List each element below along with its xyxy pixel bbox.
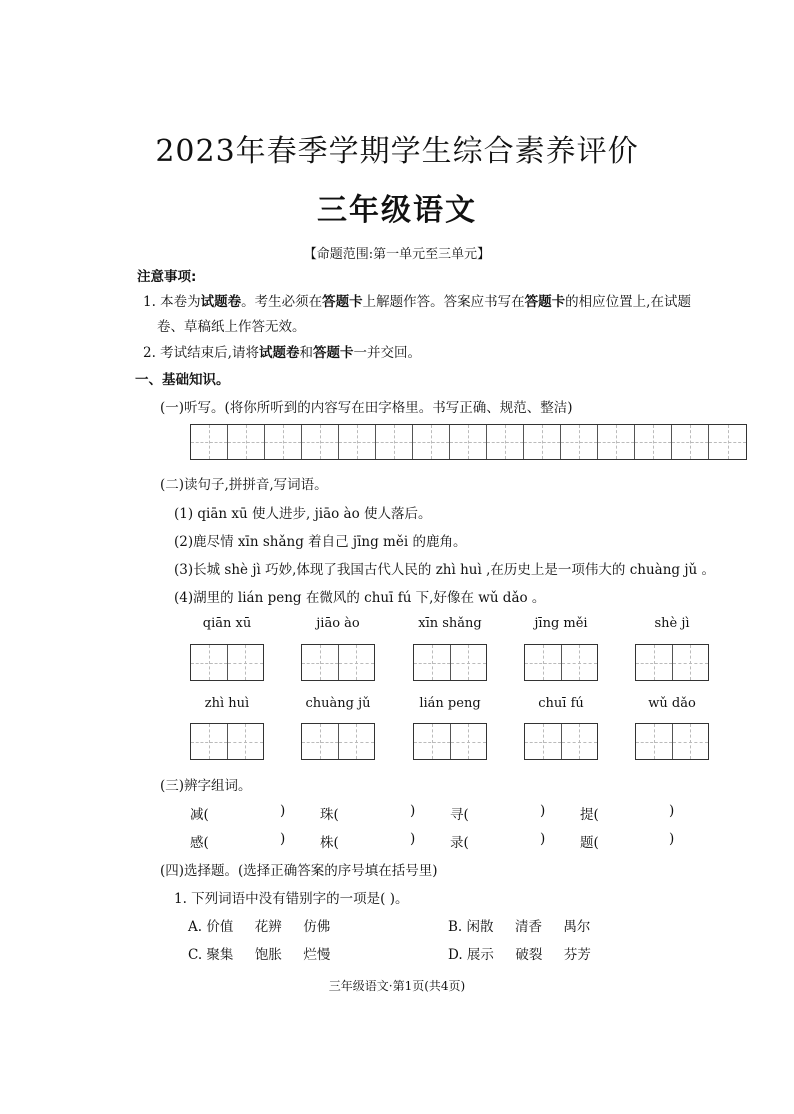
char-group-close: ) [540,831,546,847]
word-box[interactable] [524,723,598,760]
pinyin-label: lián peng [419,696,481,711]
word-box[interactable] [524,644,598,681]
pinyin-label: qiān xū [202,616,252,631]
notice-heading: 注意事项: [137,269,197,285]
dictation-grid[interactable] [190,424,747,460]
grid-cell[interactable] [191,425,228,459]
option-b[interactable]: B. 闲散 清香 禺尔 [448,919,591,935]
pinyin-label: chuàng jǔ [305,696,371,711]
word-box[interactable] [635,644,709,681]
part2-sentence-1: (1) qiān xū 使人进步, jiāo ào 使人落后。 [174,506,432,522]
pinyin-label: wǔ dǎo [648,696,696,711]
grid-cell[interactable] [413,425,450,459]
char-group-close: ) [410,831,416,847]
part2-sentence-3: (3)长城 shè jì 巧妙,体现了我国古代人民的 zhì huì ,在历史上是一项伟大的 chuàng jǔ 。 [174,562,715,578]
grid-cell[interactable] [524,425,561,459]
char-group-close: ) [280,831,286,847]
exam-subtitle: 三年级语文 [317,193,477,228]
section1-heading: 一、基础知识。 [135,372,230,388]
char-group-close: ) [669,831,675,847]
part4-heading: (四)选择题。(选择正确答案的序号填在括号里) [160,863,438,879]
part2-sentence-2: (2)鹿尽情 xīn shǎng 着自己 jīng měi 的鹿角。 [174,534,467,550]
word-box[interactable] [635,723,709,760]
part3-heading: (三)辨字组词。 [160,778,252,794]
pinyin-label: zhì huì [204,696,250,711]
grid-cell[interactable] [265,425,302,459]
char-group-close: ) [669,803,675,819]
pinyin-label: jīng měi [534,616,588,631]
notice-item-1: 1. 本卷为试题卷。考生必须在答题卡上解题作答。答案应书写在答题卡的相应位置上,在试题 [143,294,691,310]
grid-cell[interactable] [635,425,672,459]
char-group: 提( [580,807,599,823]
grid-cell[interactable] [339,425,376,459]
option-a[interactable]: A. 价值 花辨 仿佛 [188,919,331,935]
word-box[interactable] [301,644,375,681]
grid-cell[interactable] [487,425,524,459]
pinyin-label: jiāo ào [316,616,360,631]
char-group-close: ) [540,803,546,819]
grid-cell[interactable] [450,425,487,459]
word-box[interactable] [190,723,264,760]
option-d[interactable]: D. 展示 破裂 芬芳 [448,947,591,963]
char-group-close: ) [410,803,416,819]
word-box[interactable] [413,644,487,681]
grid-cell[interactable] [561,425,598,459]
part2-heading: (二)读句子,拼拼音,写词语。 [160,477,328,493]
part1-instruction: (一)听写。(将你所听到的内容写在田字格里。书写正确、规范、整洁) [160,400,573,416]
char-group: 寻( [450,807,469,823]
char-group: 录( [450,835,469,851]
char-group: 株( [320,835,339,851]
grid-cell[interactable] [709,425,746,459]
pinyin-label: chuī fú [538,696,584,711]
char-group-close: ) [280,803,286,819]
grid-cell[interactable] [672,425,709,459]
char-group: 题( [580,835,599,851]
pinyin-label: shè jì [654,616,690,631]
grid-cell[interactable] [376,425,413,459]
grid-cell[interactable] [228,425,265,459]
pinyin-label: xīn shǎng [418,616,482,631]
notice-item-2: 2. 考试结束后,请将试题卷和答题卡一并交回。 [143,345,421,361]
word-box[interactable] [301,723,375,760]
char-group: 珠( [320,807,339,823]
notice-item-1-line2: 卷、草稿纸上作答无效。 [157,319,306,335]
word-box[interactable] [413,723,487,760]
page-footer: 三年级语文·第1页(共4页) [328,979,466,993]
word-box[interactable] [190,644,264,681]
exam-title: 2023年春季学期学生综合素养评价 [155,134,639,169]
grid-cell[interactable] [598,425,635,459]
part2-sentence-4: (4)湖里的 lián peng 在微风的 chuī fú 下,好像在 wǔ dǎo 。 [174,590,546,606]
char-group: 感( [190,835,209,851]
option-c[interactable]: C. 聚集 饱胀 烂慢 [188,947,331,963]
char-group: 减( [190,807,209,823]
exam-scope: 【命题范围:第一单元至三单元】 [303,247,491,262]
question-1: 1. 下列词语中没有错别字的一项是( )。 [174,891,409,907]
grid-cell[interactable] [302,425,339,459]
